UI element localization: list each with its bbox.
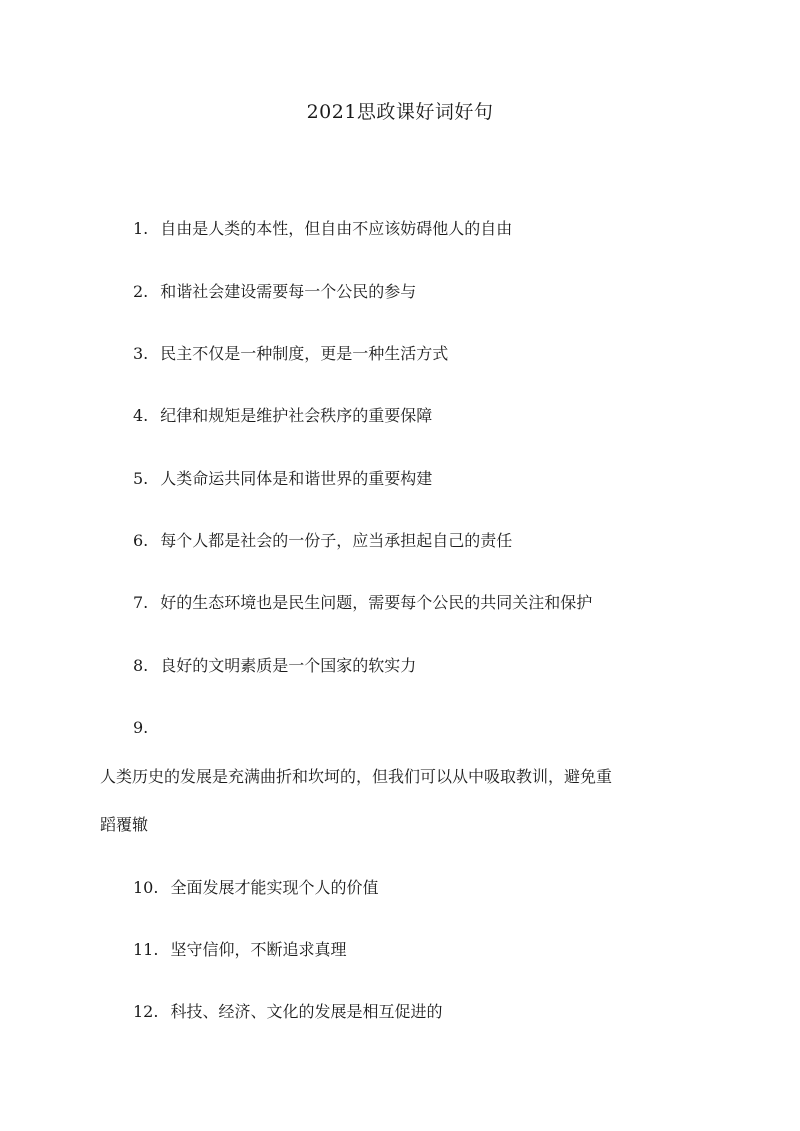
item-text: 自由是人类的本性，但自由不应该妨碍他人的自由 <box>160 219 513 238</box>
list-item-2 <box>133 280 416 304</box>
item-text: 全面发展才能实现个人的价值 <box>170 878 379 897</box>
item-number: 1. <box>133 219 149 238</box>
item-number: 3. <box>133 344 149 363</box>
item-number: 7. <box>133 593 149 612</box>
list-item-4 <box>133 404 432 428</box>
item-text: 纪律和规矩是维护社会秩序的重要保障 <box>160 406 433 425</box>
item-number: 8. <box>133 656 149 675</box>
item-text: 科技、经济、文化的发展是相互促进的 <box>170 1002 443 1021</box>
document-title: 2021思政课好词好句 <box>306 101 494 123</box>
item-text: 好的生态环境也是民生问题，需要每个公民的共同关注和保护 <box>160 593 593 612</box>
list-item-1 <box>133 217 512 241</box>
item-number: 4. <box>133 406 149 425</box>
item-text: 民主不仅是一种制度，更是一种生活方式 <box>160 344 449 363</box>
list-item-5 <box>133 467 432 491</box>
list-item-9-number <box>133 716 160 740</box>
item-number: 11. <box>133 940 159 959</box>
list-item-7 <box>133 591 592 615</box>
item-text: 人类命运共同体是和谐世界的重要构建 <box>160 469 433 488</box>
item-text: 良好的文明素质是一个国家的软实力 <box>160 656 417 675</box>
list-item-6 <box>133 529 512 553</box>
list-item-12 <box>133 1000 442 1024</box>
item-text: 每个人都是社会的一份子，应当承担起自己的责任 <box>160 531 513 550</box>
item-number: 5. <box>133 469 149 488</box>
list-item-11 <box>133 938 346 962</box>
item-number: 9. <box>133 718 149 737</box>
list-item-3 <box>133 342 448 366</box>
item-text: 和谐社会建设需要每一个公民的参与 <box>160 282 417 301</box>
list-item-9-line-1: 人类历史的发展是充满曲折和坎坷的，但我们可以从中吸取教训，避免重 <box>100 767 613 786</box>
list-item-8 <box>133 654 416 678</box>
item-number: 2. <box>133 282 149 301</box>
item-number: 6. <box>133 531 149 550</box>
item-number: 12. <box>133 1002 159 1021</box>
list-item-10 <box>133 876 378 900</box>
item-text: 坚守信仰，不断追求真理 <box>170 940 347 959</box>
list-item-9-line-2: 蹈覆辙 <box>100 815 149 834</box>
item-number: 10. <box>133 878 159 897</box>
